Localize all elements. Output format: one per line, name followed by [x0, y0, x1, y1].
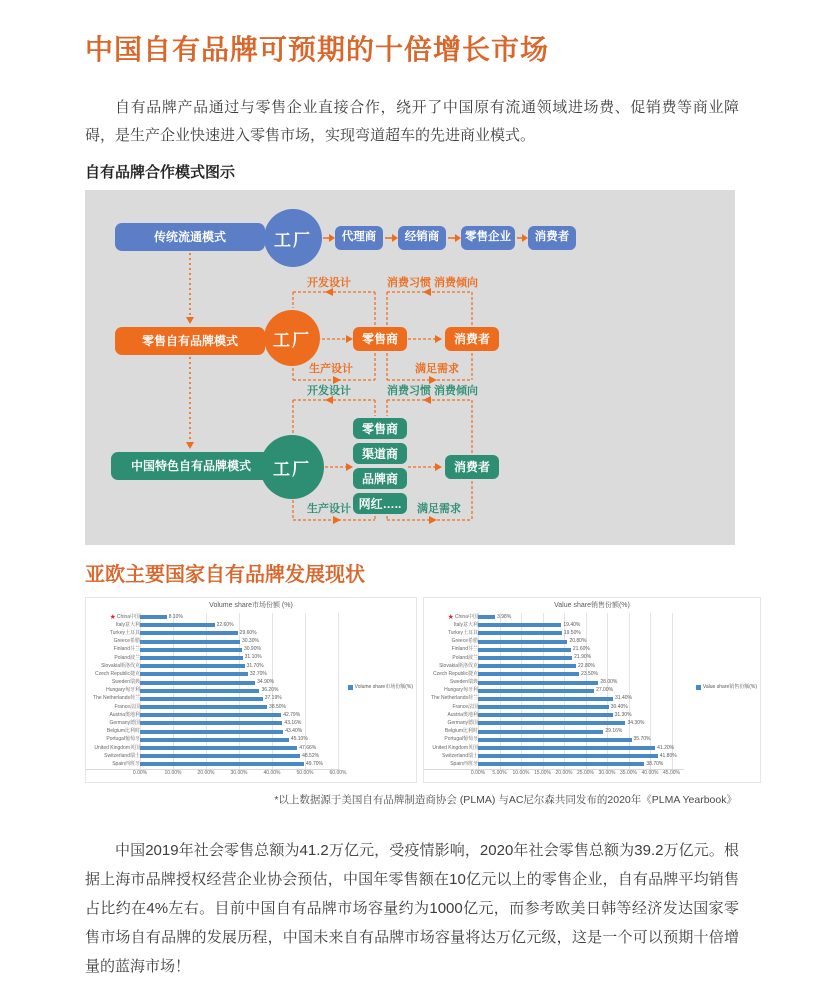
category-label: ★ China中国	[447, 613, 478, 621]
category-label: Hungary匈牙利	[106, 687, 140, 694]
bar	[478, 631, 562, 635]
bar-value-label: 29.16%	[605, 728, 623, 735]
bar-value-label: 31.70%	[246, 662, 264, 669]
chart-row	[424, 654, 684, 662]
chart-row	[424, 638, 684, 646]
chart-row	[424, 621, 684, 629]
axis-tick-label: 5.00%	[492, 770, 507, 776]
bar-value-label: 34.90%	[257, 679, 275, 685]
bar	[140, 746, 297, 750]
bar	[478, 762, 644, 766]
chart-plot	[86, 613, 340, 770]
bar-value-label: 21.90%	[574, 654, 592, 661]
axis-tick-label: 60.00%	[329, 770, 347, 776]
label-meet-demand-3: 满足需求	[417, 503, 461, 515]
bar-value-label: 22.60%	[216, 621, 234, 628]
axis-tick-label: 30.00%	[230, 770, 248, 776]
bar-value-label: 21.60%	[572, 646, 590, 653]
legend-label: Value share销售份额(%)	[702, 684, 757, 690]
category-label: Austria奥地利	[109, 711, 140, 718]
bar-value-label: 22.80%	[578, 662, 595, 669]
bar	[478, 746, 655, 750]
label-meet-demand-2: 满足需求	[415, 363, 459, 375]
category-label: Sweden瑞典	[111, 679, 140, 686]
chart-row	[424, 744, 684, 752]
chart-row	[424, 736, 684, 744]
bar-value-label: 29.60%	[239, 629, 257, 636]
chart-row	[86, 662, 340, 670]
stack-pill-influencer: 网红…..	[353, 493, 407, 514]
bar	[140, 681, 255, 685]
category-label: Spain西班牙	[450, 760, 478, 767]
bar	[478, 648, 571, 652]
bar-value-label: 19.40%	[563, 621, 581, 628]
bar-value-label: 27.00%	[596, 687, 614, 694]
chart-row	[424, 687, 684, 695]
chart-row	[424, 695, 684, 703]
section-title: 亚欧主要国家自有品牌发展现状	[85, 564, 365, 586]
bar	[478, 623, 561, 627]
bar	[478, 672, 579, 676]
category-label: Austria奥地利	[447, 711, 478, 718]
category-label: Switzerland瑞士	[104, 752, 140, 759]
bar	[140, 640, 240, 644]
category-label: The Netherlands荷兰	[93, 695, 140, 702]
bar	[140, 615, 167, 619]
bar-value-label: 3.98%	[497, 613, 512, 620]
chain-pill-distributor: 经销商	[398, 226, 446, 250]
category-label: The Netherlands荷兰	[431, 695, 478, 702]
chart-row	[86, 670, 340, 678]
axis-tick-label: 10.00%	[164, 770, 182, 776]
chart-row	[86, 679, 340, 687]
chart-row	[86, 638, 340, 646]
category-label: Germany德国	[109, 720, 140, 727]
closing-paragraph: 中国2019年社会零售总额为41.2万亿元，受疫情影响，2020年社会零售总额为39.2万亿元。根据上海市品牌授权经营企业协会预估，中国年零售额在10亿元以上的零售企业，自有品牌平均销售占比约在4%左右。目前中国自有品牌市场容量约为1000亿元，而参考欧美日韩等经济发达国家零售市场自有品牌的发展历程，中国未来自有品牌市场容量将达万亿元级，这是一个可以预期十倍增量的蓝海市场！	[85, 842, 739, 975]
bar-value-label: 38.50%	[269, 703, 287, 710]
chart-row	[424, 679, 684, 687]
bar	[478, 730, 603, 734]
bar-value-label: 30.40%	[610, 703, 628, 710]
bar-value-label: 42.79%	[283, 711, 301, 718]
bar-value-label: 30.90%	[243, 646, 261, 653]
bar-value-label: 38.70%	[646, 760, 664, 767]
category-label: Switzerland瑞士	[442, 752, 478, 759]
category-label: Finland芬兰	[451, 646, 478, 653]
bar-value-label: 30.30%	[241, 638, 259, 645]
bar-value-label: 23.50%	[581, 670, 599, 677]
bar-value-label: 32.70%	[249, 670, 267, 677]
page-title: 中国自有品牌可预期的十倍增长市场	[85, 34, 550, 65]
category-label: Belgium比利时	[444, 728, 478, 735]
chart-row	[424, 760, 684, 768]
bar	[478, 664, 576, 668]
category-label: Czech Republic捷克	[94, 670, 140, 677]
bar-value-label: 8.10%	[168, 613, 183, 620]
chart-row	[424, 670, 684, 678]
bar-value-label: 43.40%	[285, 728, 303, 735]
bar-value-label: 19.50%	[563, 629, 581, 636]
chart-row	[86, 752, 340, 760]
bar	[140, 762, 304, 766]
bar-value-label: 37.19%	[264, 695, 282, 702]
chart-row	[86, 629, 340, 637]
chart-row	[86, 703, 340, 711]
axis-tick-label: 15.00%	[534, 770, 551, 776]
chart-row	[424, 711, 684, 719]
axis-tick-label: 20.00%	[197, 770, 215, 776]
chart-row	[86, 728, 340, 736]
consumer-pill-orange: 消费者	[445, 327, 499, 351]
category-label: Czech Republic捷克	[432, 670, 478, 677]
bar	[478, 738, 632, 742]
label-consume-trend-2: 消费倾向	[434, 277, 478, 289]
category-label: Greece希腊	[113, 638, 140, 645]
model-pill-traditional: 传统流通模式	[115, 223, 265, 251]
bar-value-label: 31.30%	[614, 711, 632, 718]
chart-row	[86, 695, 340, 703]
factory-circle-green: 工厂	[260, 435, 324, 499]
bar	[140, 721, 282, 725]
label-produce-design-3: 生产设计	[307, 503, 351, 515]
axis-tick-label: 0.00%	[132, 770, 148, 776]
data-source-footnote: *以上数据源于美国自有品牌制造商协会 (PLMA) 与AC尼尔森共同发布的2020年《PLMA Yearbook》	[274, 794, 737, 806]
bar-value-label: 45.10%	[290, 736, 308, 743]
bar-value-label: 31.10%	[244, 654, 262, 661]
chart-row	[86, 646, 340, 654]
category-label: Germany德国	[447, 720, 478, 727]
category-label: Portugal葡萄牙	[444, 736, 478, 743]
legend-label: Volume share市场份额(%)	[354, 684, 413, 690]
bar	[140, 705, 267, 709]
bar	[140, 631, 238, 635]
chart-row	[86, 613, 340, 621]
bar	[140, 623, 215, 627]
category-label: Poland波兰	[114, 654, 140, 661]
axis-tick-label: 10.00%	[512, 770, 530, 776]
chart-row	[424, 728, 684, 736]
category-label: Turkey土耳其	[109, 629, 140, 636]
label-consume-trend-3: 消费倾向	[434, 385, 478, 397]
stack-pill-brand: 品牌商	[353, 468, 407, 489]
label-consume-habit-2: 消费习惯	[387, 277, 431, 289]
chart-legend	[696, 685, 757, 690]
model-pill-retail-pl: 零售自有品牌模式	[115, 327, 265, 355]
bar	[478, 656, 572, 660]
chart-axis	[86, 771, 416, 781]
bar	[478, 681, 598, 685]
bar	[140, 689, 259, 693]
category-label: Finland芬兰	[113, 646, 140, 653]
chart-plot	[424, 613, 684, 770]
bar	[140, 656, 243, 660]
bar	[478, 705, 609, 709]
chart-row	[424, 646, 684, 654]
bar	[478, 713, 613, 717]
cooperation-model-diagram	[85, 190, 735, 545]
chart-row	[86, 711, 340, 719]
volume-share-chart	[85, 597, 417, 783]
stack-pill-retailer: 零售商	[353, 418, 407, 439]
category-label: Italy意大利	[453, 621, 478, 628]
stack-pill-channel: 渠道商	[353, 443, 407, 464]
bar-value-label: 43.16%	[284, 719, 302, 726]
label-develop-design-2: 开发设计	[307, 277, 351, 289]
bar-value-label: 34.30%	[627, 719, 645, 726]
category-label: Greece希腊	[451, 638, 478, 645]
category-label: Poland波兰	[452, 654, 478, 661]
star-icon: ★	[109, 613, 116, 621]
axis-tick-label: 30.00%	[598, 770, 616, 776]
label-develop-design-3: 开发设计	[307, 385, 351, 397]
bar	[478, 640, 567, 644]
axis-tick-label: 50.00%	[296, 770, 314, 776]
model-pill-china-pl: 中国特色自有品牌模式	[111, 452, 271, 480]
chart-row	[86, 744, 340, 752]
bar	[140, 738, 289, 742]
category-label: United Kingdom英国	[432, 744, 478, 751]
bar-value-label: 36.20%	[261, 687, 279, 694]
chart-row	[424, 719, 684, 727]
chart-row	[424, 613, 684, 621]
bar-value-label: 28.00%	[600, 679, 618, 685]
intro-paragraph: 自有品牌产品通过与零售企业直接合作，绕开了中国原有流通领域进场费、促销费等商业障碍，是生产企业快速进入零售市场，实现弯道超车的先进商业模式。	[85, 99, 739, 144]
chart-row	[86, 760, 340, 768]
bar-value-label: 48.52%	[302, 752, 320, 759]
chart-row	[86, 687, 340, 695]
chart-row	[86, 654, 340, 662]
chain-pill-consumer: 消费者	[528, 226, 576, 250]
category-label: ★ China中国	[109, 613, 140, 621]
category-label: France法国	[114, 703, 140, 710]
chain-pill-retail-enterprise: 零售企业	[461, 226, 515, 250]
bar	[140, 730, 283, 734]
bar	[478, 754, 658, 758]
label-consume-habit-3: 消费习惯	[387, 385, 431, 397]
bar-value-label: 47.66%	[299, 744, 317, 751]
bar	[478, 697, 613, 701]
chart-title: Volume share市场份额 (%)	[209, 602, 293, 609]
chart-axis	[424, 771, 760, 781]
diagram-caption: 自有品牌合作模式图示	[85, 164, 236, 181]
retailer-pill: 零售商	[353, 327, 407, 351]
category-label: Belgium比利时	[106, 728, 140, 735]
chart-row	[86, 736, 340, 744]
category-label: Sweden瑞典	[449, 679, 478, 686]
axis-tick-label: 0.00%	[470, 770, 486, 776]
category-label: Portugal葡萄牙	[106, 736, 140, 743]
bar	[140, 664, 245, 668]
category-label: Slovakia斯洛伐克	[101, 662, 140, 669]
category-label: Spain西班牙	[112, 760, 140, 767]
chart-row	[424, 703, 684, 711]
consumer-pill-green: 消费者	[445, 455, 499, 479]
bar-value-label: 49.70%	[306, 760, 323, 767]
value-share-chart	[423, 597, 761, 783]
bar	[478, 615, 495, 619]
bar	[140, 672, 248, 676]
axis-tick-label: 45.00%	[663, 770, 680, 776]
bar-value-label: 41.20%	[657, 744, 675, 751]
bar	[140, 713, 281, 717]
legend-swatch-icon	[348, 685, 353, 690]
bar	[478, 721, 625, 725]
bar-value-label: 20.80%	[569, 638, 587, 645]
chart-legend	[348, 685, 413, 690]
chart-row	[424, 752, 684, 760]
bar-value-label: 35.70%	[633, 736, 651, 743]
chart-title: Value share销售份额(%)	[554, 602, 630, 609]
label-produce-design-2: 生产设计	[309, 363, 353, 375]
category-label: Italy意大利	[115, 621, 140, 628]
chart-row	[424, 662, 684, 670]
axis-tick-label: 40.00%	[641, 770, 659, 776]
chain-pill-agent: 代理商	[335, 226, 383, 250]
bar	[478, 689, 594, 693]
bar	[140, 754, 300, 758]
category-label: France法国	[452, 703, 478, 710]
factory-circle-orange: 工厂	[264, 310, 320, 366]
bar	[140, 697, 263, 701]
bar-value-label: 41.80%	[659, 752, 677, 759]
axis-tick-label: 40.00%	[263, 770, 281, 776]
category-label: United Kingdom英国	[94, 744, 140, 751]
axis-tick-label: 35.00%	[620, 770, 637, 776]
bar	[140, 648, 242, 652]
axis-tick-label: 20.00%	[555, 770, 573, 776]
chart-row	[86, 719, 340, 727]
bar-value-label: 31.40%	[615, 695, 632, 702]
category-label: Turkey土耳其	[447, 629, 478, 636]
star-icon: ★	[447, 613, 454, 621]
chart-row	[86, 621, 340, 629]
legend-swatch-icon	[696, 685, 701, 690]
axis-tick-label: 25.00%	[577, 770, 594, 776]
category-label: Hungary匈牙利	[444, 687, 478, 694]
chart-row	[424, 629, 684, 637]
charts-row	[85, 597, 761, 783]
category-label: Slovakia斯洛伐克	[439, 662, 478, 669]
factory-circle-blue: 工厂	[264, 209, 322, 267]
